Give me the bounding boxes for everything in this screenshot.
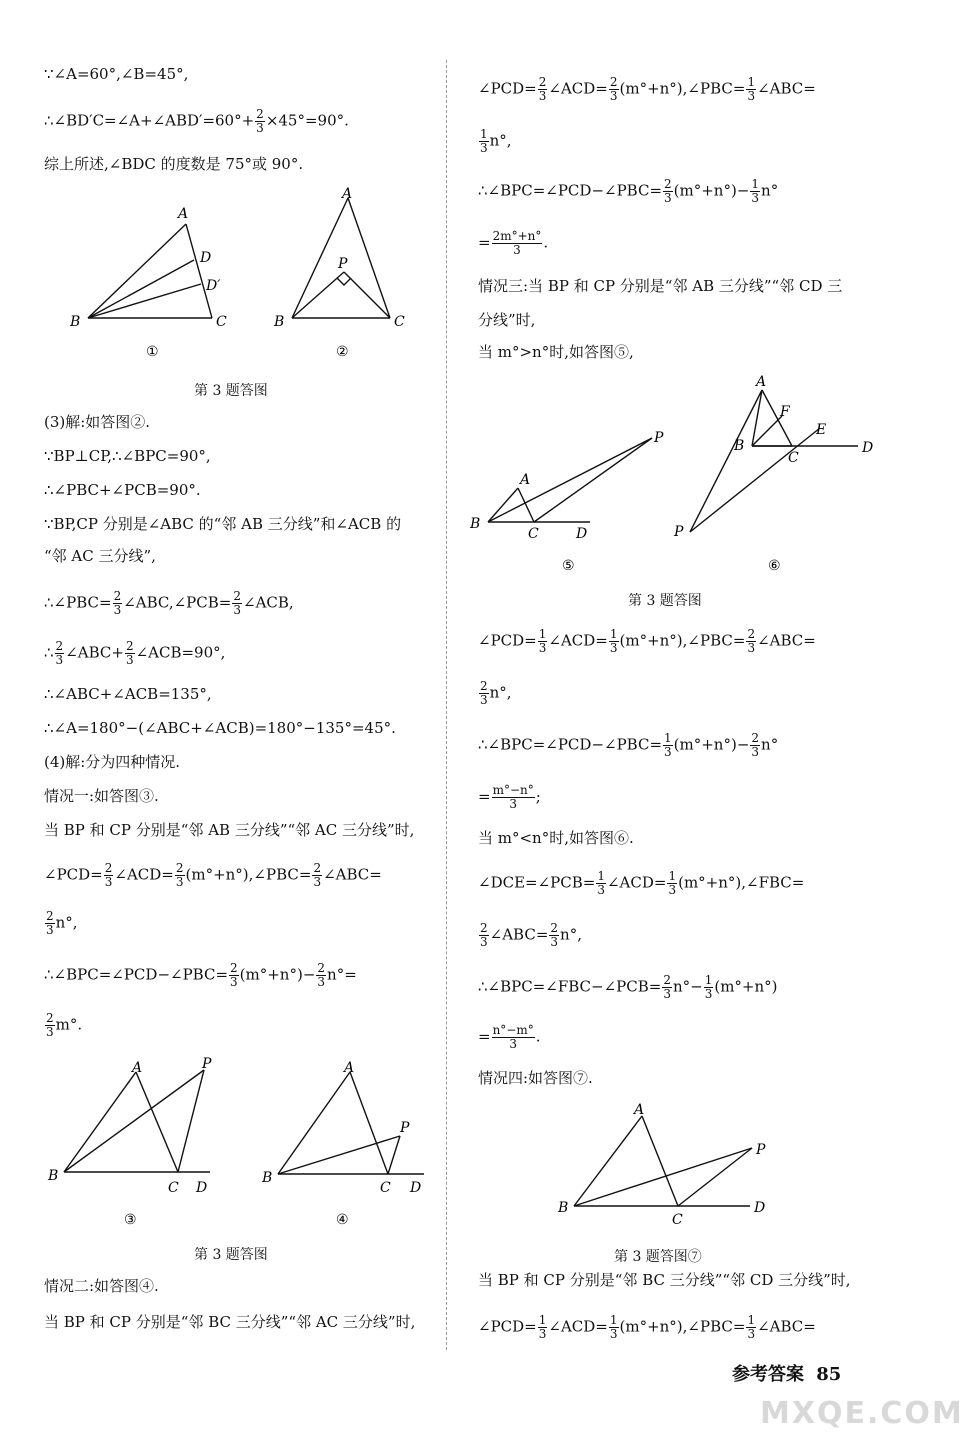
figure-caption: 第 3 题答图 <box>194 383 268 399</box>
text-line: ∴∠BPC=∠PCD−∠PBC= $\frac{2}{3}$ (m°+n°)− $\frac{1}{3}$ n° <box>478 177 779 205</box>
label-e: E <box>816 422 827 438</box>
text-line: ∵∠A=60°,∠B=45°, <box>44 65 189 83</box>
label-a: A <box>342 186 353 202</box>
text-line: $\frac{2}{3}$ n°, <box>480 679 512 707</box>
text-line: ∠DCE=∠PCB= $\frac{1}{3}$ ∠ACD= $\frac{1}{3}$ (m°+n°),∠FBC= <box>478 869 805 897</box>
text-line: 当 BP 和 CP 分别是“邻 BC 三分线”“邻 CD 三分线”时, <box>478 1271 851 1289</box>
label-c: C <box>394 314 405 330</box>
text-line: 当 BP 和 CP 分别是“邻 BC 三分线”“邻 AC 三分线”时, <box>44 1313 416 1331</box>
label-b: B <box>262 1170 273 1186</box>
text-line: ∠PCD= $\frac{1}{3}$ ∠ACD= $\frac{1}{3}$ (m°+n°),∠PBC= $\frac{2}{3}$ ∠ABC= <box>478 627 816 655</box>
text-line: ∴∠ABC+∠ACB=135°, <box>44 685 212 703</box>
text-line: 分线”时, <box>478 311 536 329</box>
label-d: D <box>576 526 588 542</box>
label-a: A <box>132 1060 143 1076</box>
figure-caption: 第 3 题答图 <box>628 593 702 609</box>
label-c: C <box>380 1180 391 1196</box>
label-c: C <box>788 450 799 466</box>
label-b: B <box>734 438 745 454</box>
text-line: “邻 AC 三分线”, <box>44 547 156 565</box>
text-line: ∵BP,CP 分别是∠ABC 的“邻 AB 三分线”和∠ACB 的 <box>44 515 402 533</box>
column-divider <box>446 60 447 1350</box>
label-p: P <box>654 430 664 446</box>
text-line: (4)解:分为四种情况. <box>44 753 181 771</box>
label-c: C <box>528 526 539 542</box>
label-a: A <box>756 374 767 390</box>
text-line: ∠PCD= $\frac{1}{3}$ ∠ACD= $\frac{1}{3}$ (m°+n°),∠PBC= $\frac{1}{3}$ ∠ABC= <box>478 1313 816 1341</box>
text-line: $\frac{2}{3}$ ∠ABC= $\frac{2}{3}$ n°, <box>480 921 582 949</box>
label-b: B <box>558 1200 569 1216</box>
text-line: 当 m°>n°时,如答图⑤, <box>478 343 634 361</box>
label-d: D <box>862 440 874 456</box>
text-line: 情况二:如答图④. <box>44 1277 159 1295</box>
text-line: = $\frac{m^\circ-n^\circ}{3}$ ; <box>478 783 541 811</box>
watermark: MXQE.COM <box>760 1396 964 1431</box>
figure-number: ② <box>336 344 349 360</box>
text-line: ∴∠BPC=∠PCD−∠PBC= $\frac{2}{3}$ (m°+n°)− $\frac{2}{3}$ n°= <box>44 961 357 989</box>
text-line: ∴∠BPC=∠PCD−∠PBC= $\frac{1}{3}$ (m°+n°)− $\frac{2}{3}$ n° <box>478 731 779 759</box>
label-a: A <box>178 206 189 222</box>
text-line: ∴∠PBC= $\frac{2}{3}$ ∠ABC,∠PCB= $\frac{2}{3}$ ∠ACB, <box>44 589 294 617</box>
text-line: 综上所述,∠BDC 的度数是 75°或 90°. <box>44 155 304 173</box>
label-p: P <box>756 1142 766 1158</box>
label-b: B <box>48 1168 59 1184</box>
label-p: P <box>338 256 348 272</box>
text-line: $\frac{2}{3}$ n°, <box>46 909 78 937</box>
footer-label: 参考答案 <box>732 1364 804 1385</box>
figure-number: ③ <box>124 1212 137 1228</box>
label-a: A <box>634 1102 645 1118</box>
figure-1-2 <box>64 180 424 370</box>
text-line: ∴∠PBC+∠PCB=90°. <box>44 481 201 499</box>
label-b: B <box>274 314 285 330</box>
label-d: D <box>200 250 212 266</box>
page-number: 85 <box>816 1364 842 1385</box>
text-line: = $\frac{2m^\circ+n^\circ}{3}$ . <box>478 229 549 257</box>
figure-number: ⑤ <box>562 558 575 574</box>
figure-caption: 第 3 题答图⑦ <box>614 1249 702 1265</box>
figure-3-4 <box>44 1052 436 1232</box>
figure-7 <box>538 1096 858 1236</box>
label-d: D <box>754 1200 766 1216</box>
label-f: F <box>780 404 790 420</box>
label-d: D <box>196 1180 208 1196</box>
text-line: ∵BP⊥CP,∴∠BPC=90°, <box>44 447 211 465</box>
label-d: D <box>410 1180 422 1196</box>
label-a: A <box>344 1060 355 1076</box>
text-line: ∴∠A=180°−(∠ABC+∠ACB)=180°−135°=45°. <box>44 719 396 737</box>
text-line: ∠PCD= $\frac{2}{3}$ ∠ACD= $\frac{2}{3}$ (m°+n°),∠PBC= $\frac{2}{3}$ ∠ABC= <box>44 861 382 889</box>
text-line: ∠PCD= $\frac{2}{3}$ ∠ACD= $\frac{2}{3}$ (m°+n°),∠PBC= $\frac{1}{3}$ ∠ABC= <box>478 75 816 103</box>
text-line: $\frac{2}{3}$ m°. <box>46 1011 83 1039</box>
page-footer <box>732 1360 841 1386</box>
text-line: (3)解:如答图②. <box>44 413 151 431</box>
text-line: 当 BP 和 CP 分别是“邻 AB 三分线”“邻 AC 三分线”时, <box>44 821 415 839</box>
label-p: P <box>400 1120 410 1136</box>
label-d-prime: D′ <box>206 278 221 294</box>
text-line: 情况三:当 BP 和 CP 分别是“邻 AB 三分线”“邻 CD 三 <box>478 277 843 295</box>
figure-number: ① <box>146 344 159 360</box>
text-line: ∴∠BPC=∠FBC−∠PCB= $\frac{2}{3}$ n°− $\frac{1}{3}$ (m°+n°) <box>478 973 778 1001</box>
figure-number: ⑥ <box>768 558 781 574</box>
label-c: C <box>672 1212 683 1228</box>
label-b: B <box>470 516 481 532</box>
label-p: P <box>674 524 684 540</box>
text-line: $\frac{1}{3}$ n°, <box>480 127 512 155</box>
text-line: ∴∠BD′C=∠A+∠ABD′=60°+ $\frac{2}{3}$ ×45°=90°. <box>44 107 349 135</box>
figure-number: ④ <box>336 1212 349 1228</box>
text-line: 当 m°<n°时,如答图⑥. <box>478 829 634 847</box>
figure-5-6 <box>466 370 878 582</box>
label-c: C <box>168 1180 179 1196</box>
text-line: = $\frac{n^\circ-m^\circ}{3}$ . <box>478 1023 541 1051</box>
label-b: B <box>70 314 81 330</box>
label-p: P <box>202 1056 212 1072</box>
label-c: C <box>216 314 227 330</box>
text-line: 情况一:如答图③. <box>44 787 159 805</box>
label-a: A <box>520 472 531 488</box>
figure-caption: 第 3 题答图 <box>194 1247 268 1263</box>
text-line: ∴ $\frac{2}{3}$ ∠ABC+ $\frac{2}{3}$ ∠ACB=90°, <box>44 639 226 667</box>
text-line: 情况四:如答图⑦. <box>478 1069 593 1087</box>
